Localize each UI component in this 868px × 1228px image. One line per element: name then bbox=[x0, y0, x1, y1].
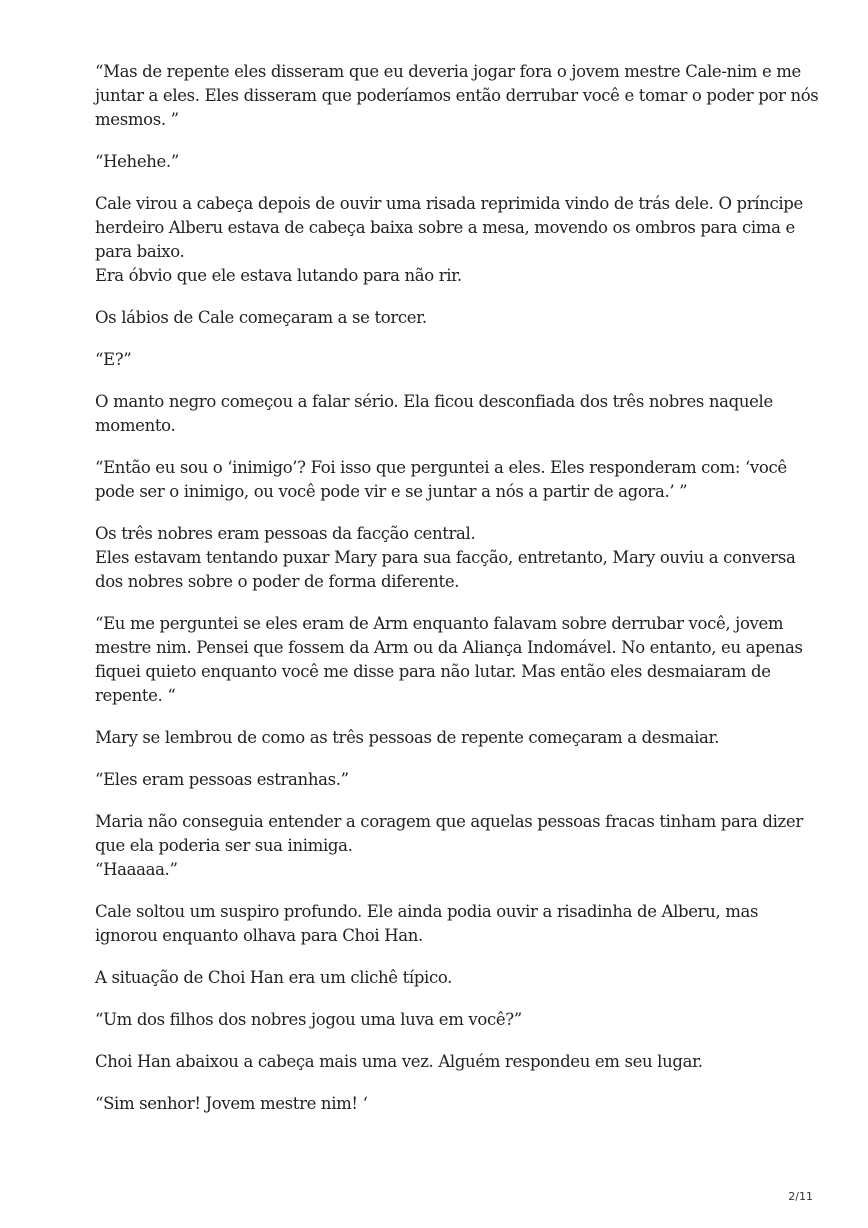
paragraph bbox=[95, 522, 795, 594]
text-line: “E?” bbox=[95, 350, 132, 369]
text-line: juntar a eles. Eles disseram que poderíamos então derrubar você e tomar o poder por nós bbox=[95, 86, 819, 105]
text-line: “Haaaaa.” bbox=[95, 860, 178, 879]
paragraph bbox=[95, 612, 803, 708]
text-line: “Então eu sou o ‘inimigo’? Foi isso que perguntei a eles. Eles responderam com: ‘você bbox=[95, 458, 787, 477]
paragraph bbox=[95, 192, 803, 288]
paragraph bbox=[95, 390, 795, 438]
paragraph bbox=[95, 60, 819, 132]
paragraph bbox=[95, 1050, 795, 1074]
text-line: “Sim senhor! Jovem mestre nim! ‘ bbox=[95, 1094, 368, 1113]
text-line: Choi Han abaixou a cabeça mais uma vez. Alguém respondeu em seu lugar. bbox=[95, 1052, 703, 1071]
text-line: Eles estavam tentando puxar Mary para sua facção, entretanto, Mary ouviu a conversa bbox=[95, 548, 796, 567]
text-line: momento. bbox=[95, 416, 176, 435]
paragraph bbox=[95, 1092, 795, 1116]
text-line: Mary se lembrou de como as três pessoas de repente começaram a desmaiar. bbox=[95, 728, 720, 747]
page-number: 2/11 bbox=[788, 1190, 813, 1203]
paragraph bbox=[95, 966, 795, 990]
text-line: ignorou enquanto olhava para Choi Han. bbox=[95, 926, 423, 945]
paragraph bbox=[95, 150, 795, 174]
text-line: “Eu me perguntei se eles eram de Arm enquanto falavam sobre derrubar você, jovem bbox=[95, 614, 784, 633]
text-line: “Hehehe.” bbox=[95, 152, 179, 171]
text-line: Os lábios de Cale começaram a se torcer. bbox=[95, 308, 427, 327]
text-line: herdeiro Alberu estava de cabeça baixa sobre a mesa, movendo os ombros para cima e bbox=[95, 218, 795, 237]
text-line: Os três nobres eram pessoas da facção central. bbox=[95, 524, 476, 543]
text-line: que ela poderia ser sua inimiga. bbox=[95, 836, 353, 855]
paragraph bbox=[95, 306, 795, 330]
text-line: Maria não conseguia entender a coragem que aquelas pessoas fracas tinham para dizer bbox=[95, 812, 803, 831]
text-line: mesmos. ” bbox=[95, 110, 179, 129]
text-line: Cale soltou um suspiro profundo. Ele ainda podia ouvir a risadinha de Alberu, mas bbox=[95, 902, 759, 921]
paragraph bbox=[95, 456, 795, 504]
paragraph bbox=[95, 900, 795, 948]
text-line: O manto negro começou a falar sério. Ela ficou desconfiada dos três nobres naquele bbox=[95, 392, 773, 411]
text-line: “Um dos filhos dos nobres jogou uma luva em você?” bbox=[95, 1010, 522, 1029]
paragraph bbox=[95, 348, 795, 372]
text-line: pode ser o inimigo, ou você pode vir e se juntar a nós a partir de agora.’ ” bbox=[95, 482, 688, 501]
text-line: repente. “ bbox=[95, 686, 176, 705]
text-line: “Eles eram pessoas estranhas.” bbox=[95, 770, 349, 789]
text-line: A situação de Choi Han era um clichê típico. bbox=[95, 968, 453, 987]
paragraph bbox=[95, 726, 795, 750]
text-line: Era óbvio que ele estava lutando para não rir. bbox=[95, 266, 462, 285]
paragraph bbox=[95, 768, 795, 792]
text-line: “Mas de repente eles disseram que eu deveria jogar fora o jovem mestre Cale-nim e me bbox=[95, 62, 801, 81]
document-body bbox=[95, 60, 819, 1134]
text-line: mestre nim. Pensei que fossem da Arm ou da Aliança Indomável. No entanto, eu apenas bbox=[95, 638, 803, 657]
text-line: dos nobres sobre o poder de forma diferente. bbox=[95, 572, 460, 591]
text-line: para baixo. bbox=[95, 242, 185, 261]
paragraph bbox=[95, 810, 803, 882]
paragraph bbox=[95, 1008, 795, 1032]
text-line: Cale virou a cabeça depois de ouvir uma risada reprimida vindo de trás dele. O príncipe bbox=[95, 194, 803, 213]
text-line: fiquei quieto enquanto você me disse para não lutar. Mas então eles desmaiaram de bbox=[95, 662, 771, 681]
